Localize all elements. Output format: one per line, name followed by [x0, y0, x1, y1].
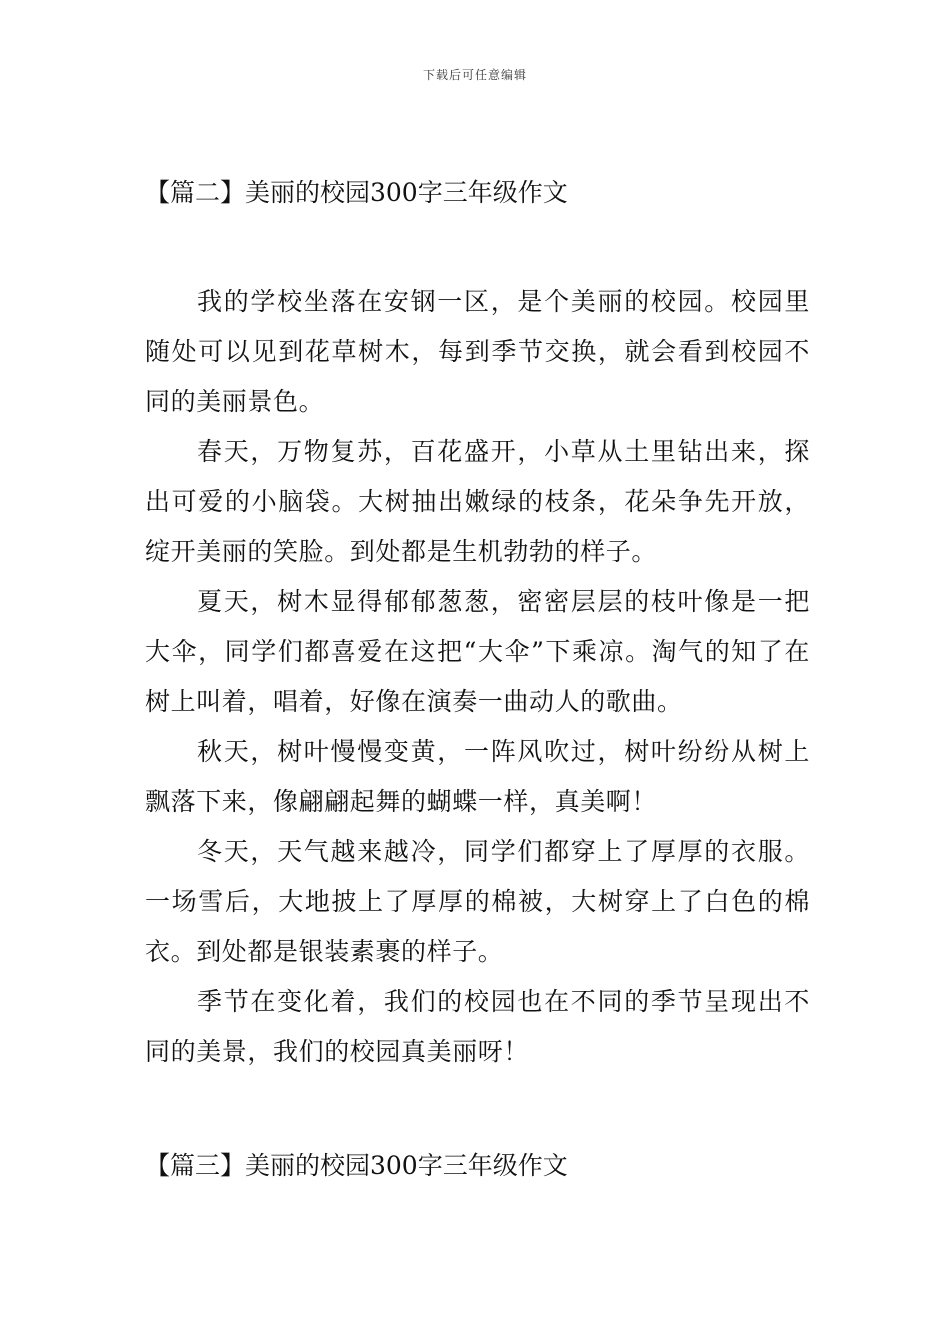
section-title-part-three: 【篇三】美丽的校园300字三年级作文 [145, 1151, 568, 1180]
paragraph-intro: 我的学校坐落在安钢一区，是个美丽的校园。校园里随处可以见到花草树木，每到季节交换，就会看到校园不同的美丽景色。 [145, 287, 810, 416]
essay-part-two [145, 277, 810, 1077]
paragraph-conclusion: 季节在变化着，我们的校园也在不同的季节呈现出不同的美景，我们的校园真美丽呀！ [145, 987, 810, 1066]
paragraph-spring: 春天，万物复苏，百花盛开，小草从土里钻出来，探出可爱的小脑袋。大树抽出嫩绿的枝条，花朵争先开放，绽开美丽的笑脸。到处都是生机勃勃的样子。 [145, 437, 810, 566]
page-header-note: 下载后可任意编辑 [422, 68, 527, 82]
paragraph-winter: 冬天，天气越来越冷，同学们都穿上了厚厚的衣服。一场雪后，大地披上了厚厚的棉被，大树穿上了白色的棉衣。到处都是银装素裹的样子。 [145, 837, 810, 966]
document-body [145, 168, 810, 1191]
paragraph-autumn: 秋天，树叶慢慢变黄，一阵风吹过，树叶纷纷从树上飘落下来，像翩翩起舞的蝴蝶一样，真美啊！ [145, 737, 810, 816]
section-title-part-two: 【篇二】美丽的校园300字三年级作文 [145, 178, 568, 207]
paragraph-summer: 夏天，树木显得郁郁葱葱，密密层层的枝叶像是一把大伞，同学们都喜爱在这把“大伞”下乘凉。淘气的知了在树上叫着，唱着，好像在演奏一曲动人的歌曲。 [145, 587, 810, 716]
